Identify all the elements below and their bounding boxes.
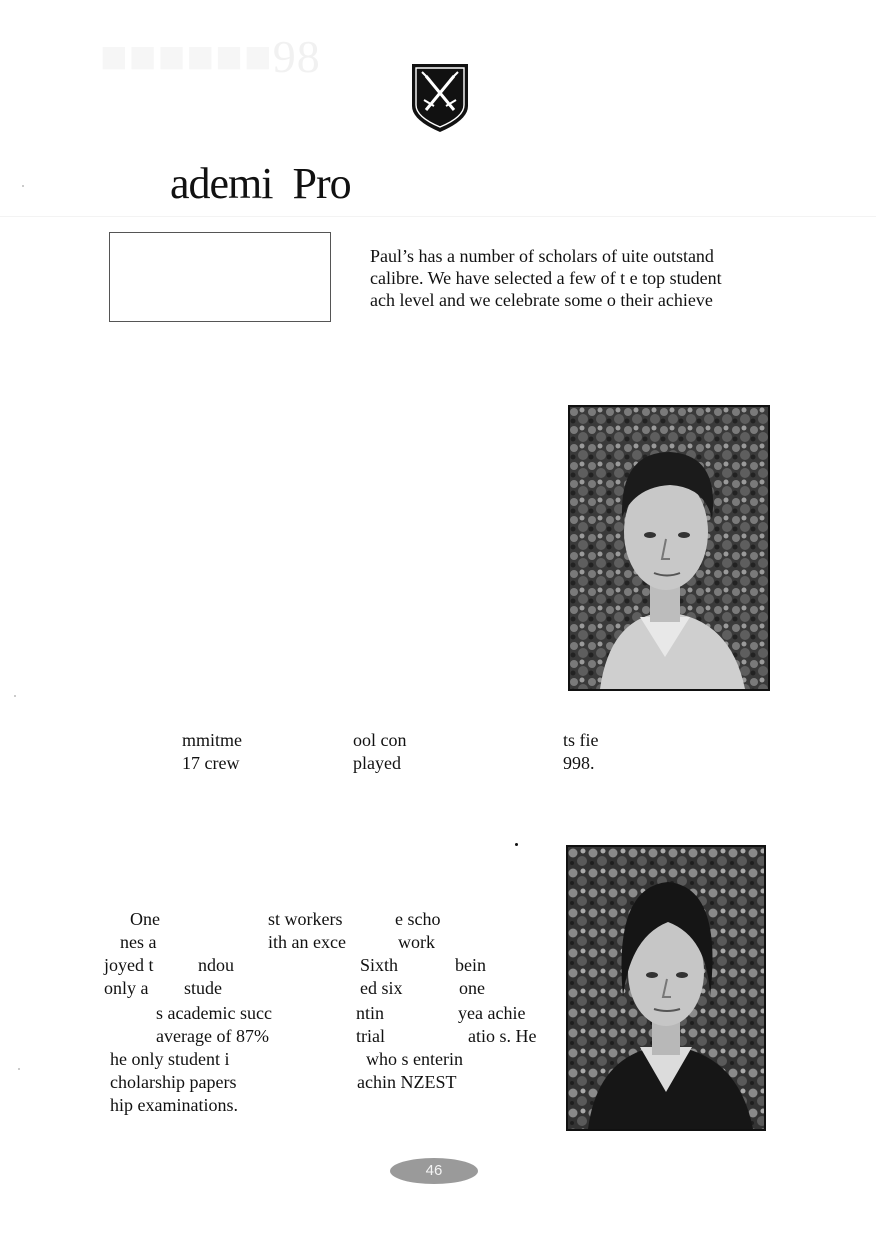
scan-speck — [14, 695, 16, 697]
text-fragment: joyed t — [104, 955, 154, 975]
page-title — [170, 158, 351, 209]
text-column-3: ts fie 998. — [563, 730, 599, 773]
student-portrait-1 — [568, 405, 770, 691]
text-fragment: trial — [356, 1026, 385, 1046]
text-fragment: ntin — [356, 1003, 385, 1023]
text-fragment: atio s. He — [468, 1026, 537, 1046]
text-fragment: one — [459, 978, 485, 998]
text-fragment: stude — [184, 978, 222, 998]
text-fragment: ith an exce — [268, 932, 346, 952]
text-fragment: he only student i — [110, 1049, 230, 1069]
text-fragment: bein — [455, 955, 486, 975]
header-divider — [0, 216, 876, 217]
text-column-1: mmitme 17 crew — [182, 730, 242, 773]
text-fragment: hip examinations. — [110, 1095, 238, 1115]
text-fragment: st workers — [268, 909, 343, 929]
intro-line: Paul’s has a number of scholars of uite outstand — [370, 246, 714, 266]
stray-dot — [515, 843, 518, 846]
text-fragment: Sixth — [360, 955, 399, 975]
title-fragment-2: Pro — [292, 159, 351, 208]
text-fragment: s academic succ — [156, 1003, 272, 1023]
title-fragment-1: ademi — [170, 159, 273, 208]
text-column-2: ool con played — [353, 730, 407, 773]
scan-speck — [18, 1068, 20, 1070]
scan-speck — [22, 185, 24, 187]
intro-line: ach level and we celebrate some o their achieve — [370, 290, 713, 310]
text-fragment: who s enterin — [366, 1049, 463, 1069]
text-fragment: yea achie — [458, 1003, 526, 1023]
text-fragment: achin NZEST — [357, 1072, 457, 1092]
text-fragment: nes a — [120, 932, 157, 952]
page-number-badge: 46 — [390, 1158, 478, 1184]
text-fragment: work — [398, 932, 435, 952]
text-fragment: ndou — [198, 955, 234, 975]
text-fragment: only a — [104, 978, 149, 998]
intro-line: calibre. We have selected a few of t e top student — [370, 268, 722, 288]
crossed-swords-shield-icon — [410, 62, 470, 134]
intro-paragraph — [370, 245, 770, 311]
text-fragment: e scho — [395, 909, 441, 929]
text-fragment: cholarship papers — [110, 1072, 237, 1092]
text-fragment: ed six — [360, 978, 403, 998]
student-portrait-2 — [566, 845, 766, 1131]
faint-year-heading: ■■■■■■98 — [100, 31, 321, 82]
empty-caption-box — [109, 232, 331, 322]
text-fragment: One — [130, 909, 160, 929]
text-fragment: average of 87% — [156, 1026, 269, 1046]
